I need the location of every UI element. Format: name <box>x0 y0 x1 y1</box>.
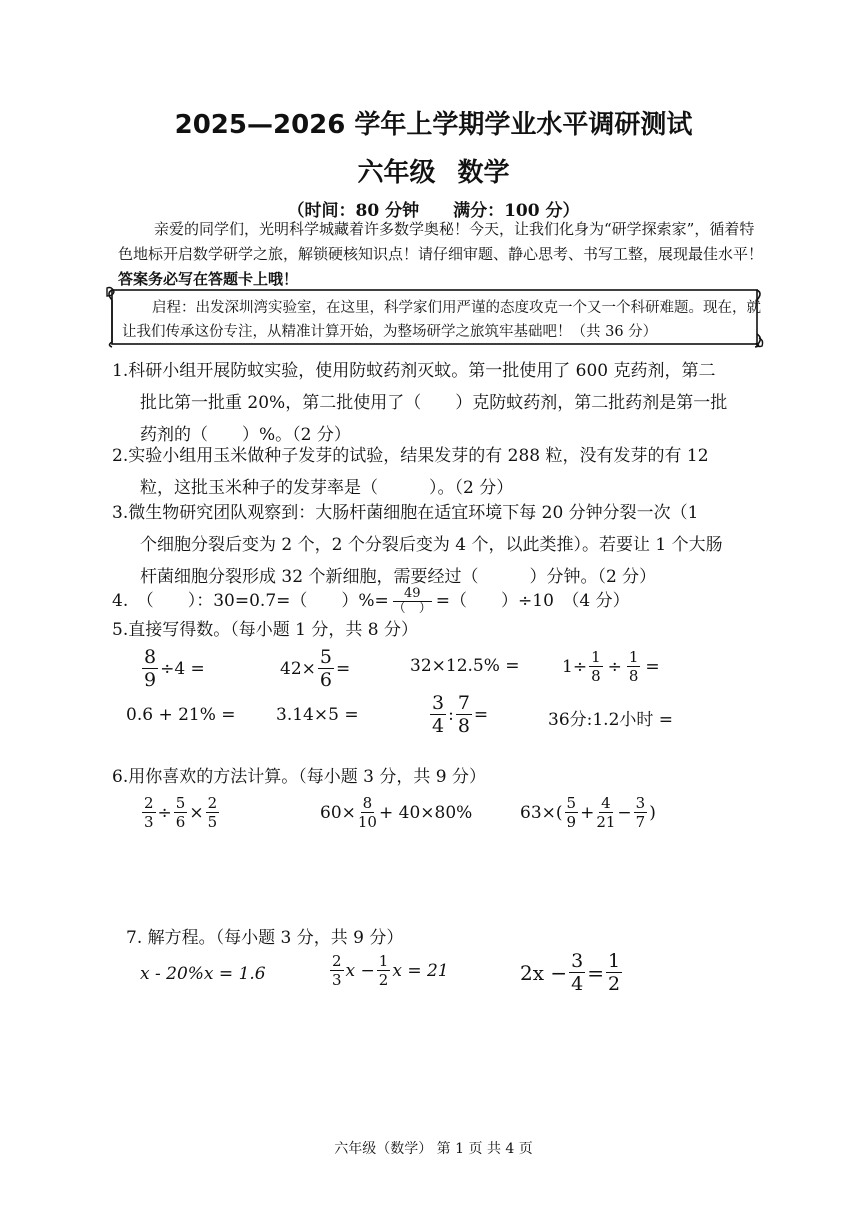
numerator: 5 <box>319 646 332 668</box>
q4-fraction-numerator: 49 <box>393 587 432 602</box>
denominator: 8 <box>628 667 639 685</box>
fraction <box>456 692 472 737</box>
fraction <box>142 646 158 691</box>
expr-text: ÷4 = <box>160 658 205 679</box>
expr-text: = <box>335 658 351 679</box>
fraction <box>174 794 188 831</box>
denominator: 21 <box>596 813 616 831</box>
subject-label: 数学 <box>457 158 510 188</box>
operator: : <box>448 704 454 725</box>
numerator: 7 <box>457 692 470 714</box>
numerator: 8 <box>362 794 373 812</box>
numerator: 1 <box>628 648 639 666</box>
numerator: 2 <box>144 794 154 812</box>
question-2 <box>112 440 752 504</box>
expr-text: 3.14×5 = <box>276 705 359 725</box>
expr-text: 42× <box>280 658 316 679</box>
numerator: 3 <box>571 950 584 972</box>
q4-fraction <box>393 587 432 616</box>
expr-text: = <box>473 704 489 725</box>
exam-title: 2025—2026 学年上学期学业水平调研测试 <box>174 110 693 140</box>
operator: + <box>580 802 595 823</box>
operator: − <box>617 802 632 823</box>
fraction <box>330 952 344 989</box>
numerator: 3 <box>432 692 445 714</box>
q6-title: 6.用你喜欢的方法计算。（每小题 3 分，共 9 分） <box>112 767 486 787</box>
denominator: 8 <box>591 667 601 685</box>
q7-equation-2 <box>328 952 449 989</box>
denominator: 7 <box>635 813 646 831</box>
denominator: 3 <box>332 971 342 989</box>
denominator: 6 <box>319 669 332 691</box>
q2-line-1: 2.实验小组用玉米做种子发芽的试验，结果发芽的有 288 粒，没有发芽的有 12 <box>112 446 709 466</box>
q5-problem-7 <box>428 692 488 737</box>
fraction <box>596 794 615 831</box>
exam-subtitle <box>0 152 867 189</box>
expr-text: + 40×80% <box>378 802 473 823</box>
q5-problem-6 <box>276 705 359 725</box>
fraction <box>634 794 648 831</box>
q5-problem-2 <box>280 646 350 691</box>
denominator: 9 <box>566 813 577 831</box>
expr-text: 0.6 + 21% = <box>126 705 236 725</box>
intro-paragraph <box>118 217 763 292</box>
fraction <box>589 648 603 685</box>
question-4 <box>112 585 630 617</box>
q5-problem-1 <box>140 646 205 691</box>
expr-text: 63×( <box>520 802 563 823</box>
numerator: 8 <box>144 646 157 668</box>
denominator: 3 <box>144 813 154 831</box>
operator: ÷ <box>157 802 172 823</box>
expr-text: 32×12.5% = <box>410 656 520 676</box>
denominator: 5 <box>207 813 218 831</box>
q5-problem-4 <box>562 648 663 685</box>
q4-part-a: 4. （ ）：30=0.7=（ ）%= <box>112 591 389 611</box>
q3-line-3: 杆菌细胞分裂形成 32 个新细胞，需要经过（ ）分钟。（2 分） <box>140 567 657 587</box>
numerator: 5 <box>566 794 577 812</box>
denominator: 10 <box>357 813 377 831</box>
numerator: 5 <box>175 794 186 812</box>
denominator: 8 <box>457 715 470 737</box>
q1-line-3: 药剂的（ ）%。（2 分） <box>140 425 351 445</box>
numerator: 3 <box>635 794 646 812</box>
question-1 <box>112 355 752 451</box>
expr-text: 1÷ <box>562 656 588 677</box>
grade-label: 六年级 <box>357 158 436 188</box>
question-3 <box>112 497 752 593</box>
q7-equation-1 <box>140 964 266 984</box>
q7-equation-3 <box>520 950 624 995</box>
q3-line-1: 3.微生物研究团队观察到：大肠杆菌细胞在适宜环境下每 20 分钟分裂一次（1 <box>112 503 699 523</box>
numerator: 4 <box>601 794 611 812</box>
numerator: 1 <box>607 950 621 972</box>
expr-text: = <box>645 656 660 677</box>
denominator: 2 <box>607 973 621 995</box>
numerator: 1 <box>591 648 601 666</box>
scroll-text-content: 启程：出发深圳湾实验室，在这里，科学家们用严谨的态度攻克一个又一个科研难题。现在，就让我们传承这份专注，从精准计算开始，为整场研学之旅筑牢基础吧！（共 36 分） <box>122 300 761 340</box>
denominator: 2 <box>378 971 389 989</box>
q5-problem-3 <box>410 656 520 676</box>
expr-text: x − <box>345 960 375 981</box>
intro-text: 亲爱的同学们，光明科学城藏着许多数学奥秘！今天，让我们化身为“研学探索家”，循着特色地标开启数学研学之旅，解锁硬核知识点！请仔细审题、静心思考、书写工整，展现最佳水平！ <box>118 220 764 263</box>
q1-line-2: 批比第一批重 20%，第二批使用了（ ）克防蚊药剂，第二批药剂是第一批 <box>140 393 728 413</box>
q6-problem-1 <box>140 794 221 831</box>
numerator: 1 <box>378 952 389 970</box>
scroll-text <box>122 296 762 344</box>
fraction <box>206 794 220 831</box>
fraction <box>358 794 377 831</box>
expr-text: x = 21 <box>392 960 449 981</box>
denominator: 9 <box>144 669 157 691</box>
q5-problem-8 <box>548 705 673 730</box>
fraction <box>318 646 334 691</box>
q7-title: 7. 解方程。（每小题 3 分，共 9 分） <box>126 928 404 948</box>
expr-text: 2x − <box>520 960 568 985</box>
q3-line-2: 个细胞分裂后变为 2 个，2 个分裂后变为 4 个，以此类推）。若要让 1 个大肠 <box>140 535 723 555</box>
operator: ÷ <box>607 656 622 677</box>
denominator: 4 <box>432 715 445 737</box>
fraction <box>569 950 585 995</box>
q4-part-b: =（ ）÷10 （4 分） <box>435 591 630 611</box>
q6-problem-3 <box>520 794 656 831</box>
expr-text: = <box>587 960 604 985</box>
fraction <box>627 648 641 685</box>
numerator: 2 <box>332 952 342 970</box>
fraction <box>565 794 579 831</box>
numerator: 2 <box>207 794 218 812</box>
q2-line-2: 粒，这批玉米种子的发芽率是（ ）。（2 分） <box>140 478 514 498</box>
q1-line-1: 1.科研小组开展防蚊实验，使用防蚊药剂灭蚊。第一批使用了 600 克药剂，第二 <box>112 361 716 381</box>
denominator: 6 <box>175 813 186 831</box>
fraction <box>377 952 391 989</box>
q5-problem-5 <box>126 705 236 725</box>
denominator: 4 <box>571 973 584 995</box>
expr-text: ) <box>649 802 656 823</box>
page-footer: 六年级（数学） 第 1 页 共 4 页 <box>334 1141 533 1157</box>
q5-title: 5.直接写得数。（每小题 1 分，共 8 分） <box>112 620 418 640</box>
operator: × <box>189 802 204 823</box>
expr-text: 36分:1.2小时 = <box>548 710 674 730</box>
expr-text: x - 20%x = 1.6 <box>140 964 266 984</box>
time-and-score: （时间：80 分钟 满分：100 分） <box>287 201 580 221</box>
fraction <box>606 950 622 995</box>
fraction <box>142 794 156 831</box>
intro-bold-note: 答案务必写在答题卡上哦！ <box>118 270 299 288</box>
q6-problem-2 <box>320 794 472 831</box>
fraction <box>430 692 446 737</box>
expr-text: 60× <box>320 802 356 823</box>
q4-fraction-denominator: （ ） <box>392 601 432 616</box>
